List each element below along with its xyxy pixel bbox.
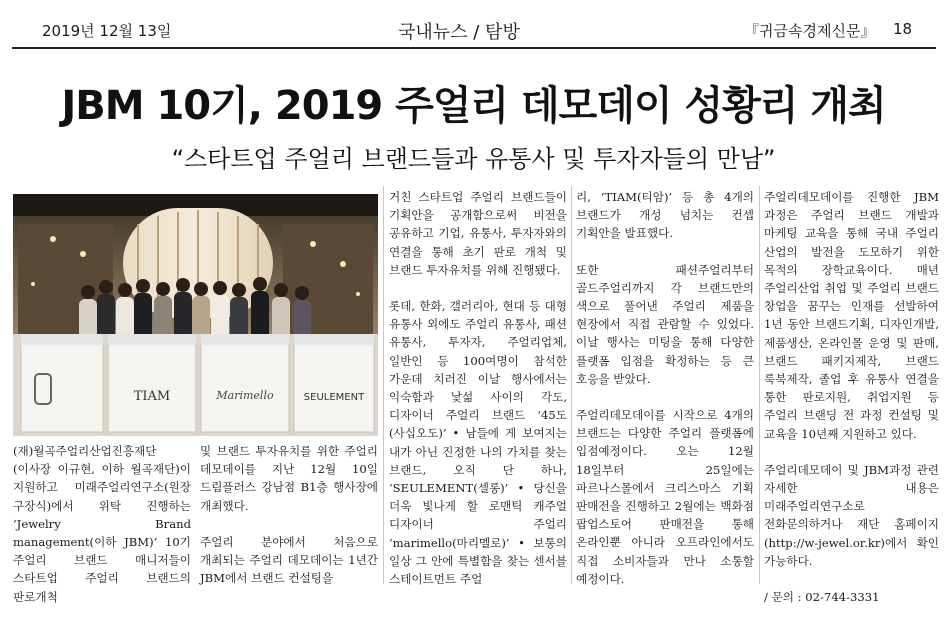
column-divider: [759, 186, 760, 584]
paragraph: 롯데, 한화, 갤러리아, 현대 등 대형 유통사 외에도 주얼리 유통사, 패션 유통사, 투자자, 주얼리업체, 일반인 등 100여명이 참석한 가운데 치러진 이날 행사에서는 익숙함과 낯섦 사이의 각도, 디자이너 주얼리 브랜드 ‘45도(사십오도)’ • 남들에 게 보여지는 내가 아닌 진정한 나의 가치를 찾는 브랜드, 오직 단 하나, ‘SEULEMENT(셀롱)’ • 당신을 더욱 빛나게 할 로맨틱 캐주얼 디자이너 주얼리 ‘marimello(마리멜로)’ • 보통의 일상 그 안에 특별함을 찾는 센서블 스테이트먼트 주얼: [389, 299, 567, 587]
page-header: [0, 0, 947, 48]
paragraph: 거친 스타트업 주얼리 브랜드들이 기획안을 공개함으로써 비전을 공유하고 기업, 유통사, 투자자와의 연결을 통해 초기 판로 개척 및 브랜드 투자유치를 위해 진행됐다.: [389, 190, 567, 277]
header-divider: [12, 47, 936, 49]
article-column-1: [13, 442, 191, 624]
paragraph: 주얼리데모데이를 진행한 JBM 과정은 주얼리 브랜드 개발과 마케팅 교육을 통해 국내 주얼리 산업의 발전을 도모하기 위한 목적의 장학교육이다. 매년 주얼리산업 취업 및 주얼리 브랜드 창업을 꿈꾸는 인재를 선발하여 1년 동안 브랜드기획, 디자인개발, 제품생산, 온라인몰 운영 및 판매, 브랜드 패키지제작, 브랜드 룩북제작, 졸업 후 유통사 연결을 통한 판로지원, 취업지원 등 주얼리 브랜딩 전 과정 컨설팅 및 교육을 10년째 지원하고 있다.: [764, 190, 939, 441]
paragraph: 주얼리데모데이를 시작으로 4개의 브랜드는 다양한 주얼리 플랫폼에 입점예정이다. 오는 12월 18일부터 25일에는 파르나스몰에서 크리스마스 기획 판매전을 진행하고 2월에는 백화점 팝업스토어 판매전을 통해 온라인뿐 아니라 오프라인에서도 직접 소비자들과 만나 소통할 예정이다.: [576, 408, 754, 586]
column-divider: [571, 186, 572, 584]
paragraph: 주얼리 분야에서 처음으로 개최되는 주얼리 데모데이는 1년간 JBM에서 브랜드 컨설팅을: [200, 534, 378, 586]
newspaper-name: 『귀금속경제신문』: [744, 22, 876, 40]
column-divider: [383, 186, 384, 584]
paragraph: 및 브랜드 투자유치를 위한 주얼리 데모데이를 지난 12월 10일 드림플러스 강남점 B1층 행사장에 개최했다.: [200, 444, 378, 513]
issue-date: 2019년 12월 13일: [42, 22, 172, 40]
event-photo: [13, 194, 378, 436]
paragraph: (재)월곡주얼리산업진흥재단(이사장 이규현, 이하 월곡재단)이 지원하고 미래주얼리연구소(원장 구장식)에서 위탁 진행하는 ‘Jewelry Brand management(이하 JBM)’ 10기 주얼리 브랜드 매니저들이 스타트업 주얼리 브랜드의 판로개척: [13, 444, 191, 604]
article-column-3: [389, 188, 567, 606]
brand-label-marimello: Marimello: [216, 389, 274, 402]
article-column-5: [764, 188, 939, 624]
paragraph: 주얼리데모데이 및 JBM과정 관련 자세한 내용은 미래주얼리연구소로 전화문의하거나 재단 홈페이지(http://w-jewel.or.kr)에서 확인 가능하다.: [764, 462, 939, 568]
contact-info: / 문의 : 02-744-3331: [764, 590, 880, 605]
article-column-4: [576, 188, 754, 606]
brand-label-seulement: SEULEMENT: [303, 392, 365, 403]
paragraph: 또한 패션주얼리부터 골드주얼리까지 각 브랜드만의 색으로 풀어낸 주얼리 제품을 현장에서 직접 관람할 수 있었다. 이날 행사는 미팅을 통해 다양한 플랫폼 입점을 확정하는 등 큰 호응을 받았다.: [576, 262, 754, 386]
page-number: 18: [893, 20, 913, 38]
subheadline: “스타트업 주얼리 브랜드들과 유통사 및 투자자들의 만남”: [171, 145, 776, 173]
section-title: 국내뉴스 / 탐방: [398, 22, 520, 43]
article-column-2: [200, 442, 378, 605]
brand-label-tiam: TIAM: [133, 389, 171, 404]
paragraph: 리, ‘TIAM(티암)’ 등 총 4개의 브랜드가 개성 넘치는 컨셉 기획안을 발표했다.: [576, 190, 754, 241]
headline: JBM 10기, 2019 주얼리 데모데이 성황리 개최: [61, 83, 886, 129]
